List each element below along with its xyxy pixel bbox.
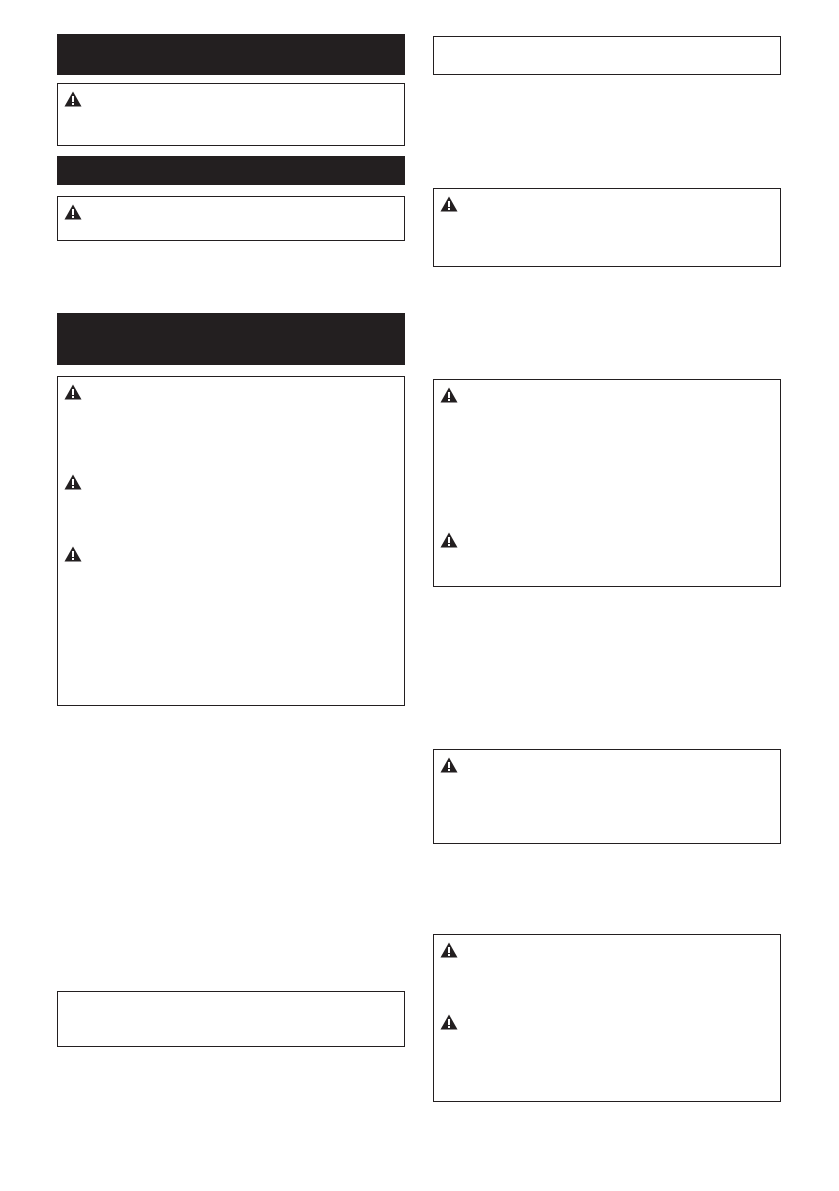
warning-box-7 bbox=[433, 934, 781, 1102]
warning-box-5 bbox=[433, 379, 781, 587]
warning-box-4 bbox=[433, 188, 781, 267]
warning-triangle-icon bbox=[440, 1014, 458, 1030]
warning-triangle-icon bbox=[64, 91, 82, 107]
section-heading-bar-1 bbox=[57, 34, 405, 75]
section-heading-bar-2 bbox=[57, 156, 405, 185]
warning-box-3 bbox=[57, 376, 405, 706]
warning-triangle-icon bbox=[440, 532, 458, 548]
warning-box-2 bbox=[57, 196, 405, 241]
note-box-2 bbox=[433, 36, 781, 75]
warning-triangle-icon bbox=[64, 474, 82, 490]
warning-triangle-icon bbox=[64, 384, 82, 400]
warning-box-6 bbox=[433, 749, 781, 844]
warning-triangle-icon bbox=[440, 942, 458, 958]
warning-triangle-icon bbox=[440, 196, 458, 212]
warning-triangle-icon bbox=[64, 546, 82, 562]
warning-triangle-icon bbox=[440, 387, 458, 403]
warning-box-1 bbox=[57, 83, 405, 146]
section-heading-bar-3 bbox=[57, 313, 405, 365]
warning-triangle-icon bbox=[64, 204, 82, 220]
note-box-1 bbox=[57, 991, 405, 1047]
warning-triangle-icon bbox=[440, 757, 458, 773]
